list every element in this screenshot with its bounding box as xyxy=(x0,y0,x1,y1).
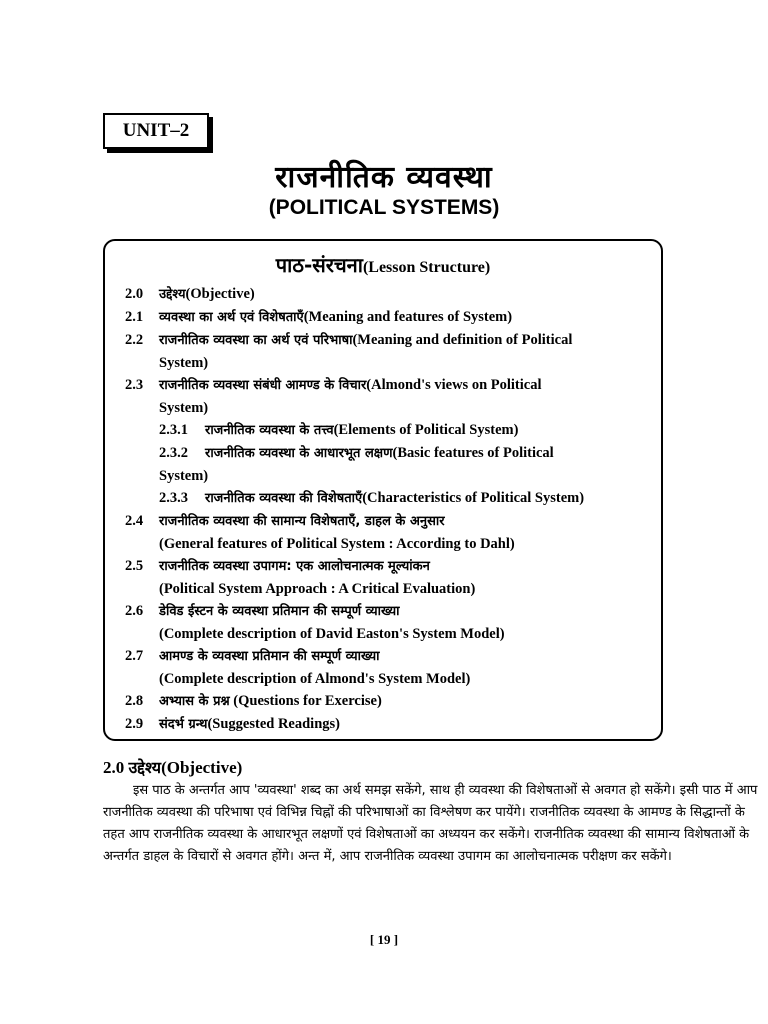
lesson-item xyxy=(125,306,655,329)
lesson-item-hindi: डेविड ईस्टन के व्यवस्था प्रतिमान की सम्पूर्ण व्याख्या xyxy=(159,604,400,619)
lesson-heading-hindi: पाठ-संरचना xyxy=(275,253,363,277)
lesson-item-number: 2.1 xyxy=(125,309,144,325)
lesson-item-hindi: राजनीतिक व्यवस्था की सामान्य विशेषताएँ, डाहल के अनुसार xyxy=(159,514,445,529)
lesson-item-text xyxy=(159,306,512,329)
lesson-item-text xyxy=(159,329,572,352)
lesson-item-hindi: संदर्भ ग्रन्थ xyxy=(159,717,208,732)
lesson-item-number: 2.8 xyxy=(125,693,144,709)
lesson-item-english: (Basic features of Political xyxy=(392,445,554,461)
lesson-item-english: (Objective) xyxy=(185,286,255,302)
objective-heading xyxy=(103,756,242,778)
lesson-item-text xyxy=(159,600,400,623)
lesson-item-text xyxy=(159,283,255,306)
lesson-item xyxy=(125,690,655,713)
lesson-item xyxy=(125,329,655,352)
lesson-item-continuation: (Complete description of Almond's System Model) xyxy=(159,671,471,687)
lesson-item-number: 2.3.3 xyxy=(159,490,188,506)
objective-heading-hindi: उद्देश्य xyxy=(128,758,162,777)
lesson-item-text xyxy=(159,713,340,736)
lesson-item xyxy=(125,600,655,623)
lesson-item xyxy=(125,510,655,533)
lesson-item xyxy=(125,283,655,306)
lesson-structure-box xyxy=(103,239,663,741)
lesson-item xyxy=(125,374,655,397)
objective-paragraph: इस पाठ के अन्तर्गत आप 'व्यवस्था' शब्द का अर्थ समझ सकेंगे, साथ ही व्यवस्था की विशेषताओं से अवगत हो सकेंगे। इसी पाठ में आप राजनीतिक व्यवस्था की परिभाषा एवं विभिन्न चिह्नों की परिभाषाओं का विश्लेषण कर पायेंगे। राजनीतिक व्यवस्था के आमण्ड के सिद्धान्तों के तहत आप राजनीतिक व्यवस्था के आधारभूत लक्षणों एवं विशेषताओं का अध्ययन कर सकेंगे। राजनीतिक व्यवस्था की सामान्य विशेषताओं के अन्तर्गत डाहल के विचारों से अवगत होंगे। अन्त में, आप राजनीतिक व्यवस्था उपागम का आलोचनात्मक परीक्षण कर सकेंगे। xyxy=(103,783,758,864)
lesson-item-continuation: (Complete description of David Easton's System Model) xyxy=(159,626,505,642)
lesson-item-continuation: (Political System Approach : A Critical Evaluation) xyxy=(159,581,476,597)
lesson-item-number: 2.3 xyxy=(125,377,144,393)
lesson-item xyxy=(125,555,655,578)
lesson-item-number: 2.4 xyxy=(125,513,144,529)
lesson-structure-heading xyxy=(105,251,661,278)
lesson-item-number: 2.3.1 xyxy=(159,422,188,438)
lesson-item-hindi: राजनीतिक व्यवस्था की विशेषताएँ xyxy=(205,491,363,506)
lesson-item-hindi: आमण्ड के व्यवस्था प्रतिमान की सम्पूर्ण व्याख्या xyxy=(159,649,380,664)
lesson-item-hindi: राजनीतिक व्यवस्था के तत्त्व xyxy=(205,423,334,438)
lesson-item-hindi: राजनीतिक व्यवस्था के आधारभूत लक्षण xyxy=(205,446,393,461)
lesson-item-list xyxy=(125,283,655,736)
lesson-item-text xyxy=(159,555,430,578)
page-number: [ 19 ] xyxy=(369,932,399,947)
lesson-item-hindi: राजनीतिक व्यवस्था का अर्थ एवं परिभाषा xyxy=(159,333,353,348)
lesson-heading-english: (Lesson Structure) xyxy=(362,259,491,276)
page-title-english: (POLITICAL SYSTEMS) xyxy=(268,196,500,219)
lesson-item-number: 2.7 xyxy=(125,648,144,664)
lesson-item-continuation: System) xyxy=(159,400,209,416)
lesson-item-hindi: अभ्यास के प्रश्न xyxy=(159,694,230,709)
lesson-item-text xyxy=(205,419,518,442)
lesson-item-continuation: System) xyxy=(159,468,209,484)
lesson-item-hindi: व्यवस्था का अर्थ एवं विशेषताएँ xyxy=(159,310,304,325)
lesson-item-english: (Meaning and definition of Political xyxy=(352,332,573,348)
lesson-item-number: 2.5 xyxy=(125,558,144,574)
lesson-item-continuation: (General features of Political System : According to Dahl) xyxy=(159,536,515,552)
lesson-item-english: (Questions for Exercise) xyxy=(229,693,382,709)
lesson-item xyxy=(125,487,655,510)
lesson-item-text xyxy=(159,374,542,397)
lesson-item-english: (Almond's views on Political xyxy=(366,377,542,393)
unit-label: UNIT–2 xyxy=(103,113,209,149)
lesson-item-english: (Suggested Readings) xyxy=(207,716,340,732)
page-title-hindi: राजनीतिक व्यवस्था xyxy=(275,160,493,195)
lesson-item-continuation: System) xyxy=(159,355,209,371)
lesson-item-number: 2.3.2 xyxy=(159,445,188,461)
objective-heading-num: 2.0 xyxy=(103,758,125,777)
lesson-item-hindi: उद्देश्य xyxy=(159,287,186,302)
lesson-item-english: (Characteristics of Political System) xyxy=(362,490,585,506)
lesson-item-text xyxy=(205,487,584,510)
objective-heading-english: (Objective) xyxy=(161,758,243,777)
lesson-item-hindi: राजनीतिक व्यवस्था संबंधी आमण्ड के विचार xyxy=(159,378,367,393)
lesson-item-english: (Meaning and features of System) xyxy=(303,309,513,325)
lesson-item-text xyxy=(205,442,554,465)
lesson-item xyxy=(125,713,655,736)
lesson-item xyxy=(125,645,655,668)
lesson-item xyxy=(125,419,655,442)
lesson-item-hindi: राजनीतिक व्यवस्था उपागम: एक आलोचनात्मक मूल्यांकन xyxy=(159,559,430,574)
lesson-item-english: (Elements of Political System) xyxy=(333,422,519,438)
lesson-item-number: 2.2 xyxy=(125,332,144,348)
lesson-item-text xyxy=(159,645,379,668)
lesson-item-number: 2.0 xyxy=(125,286,144,302)
lesson-item-text xyxy=(159,510,445,533)
lesson-item-number: 2.6 xyxy=(125,603,144,619)
lesson-item-number: 2.9 xyxy=(125,716,144,732)
lesson-item xyxy=(125,442,655,465)
lesson-item-text xyxy=(159,690,382,713)
